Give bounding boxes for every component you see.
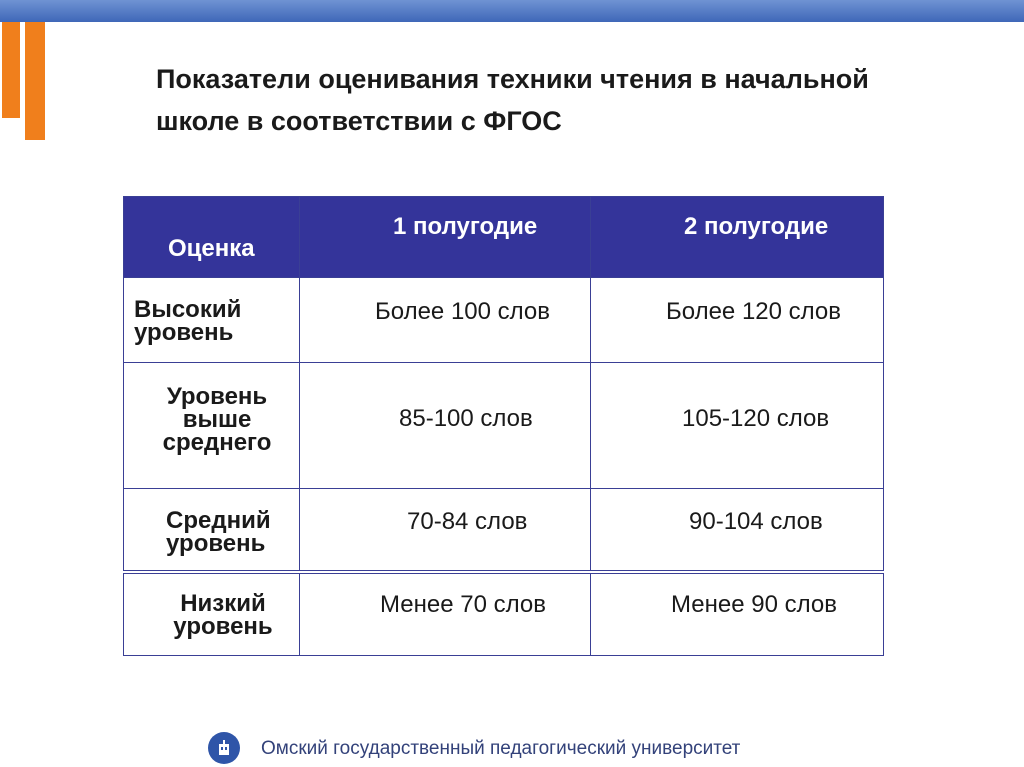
header-grade (124, 197, 300, 278)
value-cell (300, 572, 591, 656)
level-label: Низкий уровень (173, 590, 273, 640)
orange-decor-bar (2, 22, 20, 118)
university-name: Омский государственный педагогический университет (261, 738, 741, 759)
value-text: 105-120 слов (682, 405, 830, 432)
level-cell (124, 363, 300, 489)
table-row (124, 363, 884, 489)
page-title: Показатели оценивания техники чтения в начальной школе в соответствии с ФГОС (156, 64, 869, 136)
value-text: Более 100 слов (375, 298, 551, 325)
value-text: 85-100 слов (399, 405, 533, 432)
table-row (124, 278, 884, 363)
value-text: Менее 70 слов (380, 591, 546, 618)
header-half1 (300, 197, 591, 278)
value-text: Менее 90 слов (671, 591, 837, 618)
value-text: 90-104 слов (689, 508, 823, 535)
value-text: 70-84 слов (407, 508, 528, 535)
value-cell (591, 489, 884, 573)
level-label: Уровень выше среднего (162, 383, 272, 456)
value-cell (591, 572, 884, 656)
level-cell (124, 572, 300, 656)
value-text: Более 120 слов (666, 298, 842, 325)
header-half2 (591, 197, 884, 278)
value-cell (300, 489, 591, 573)
university-logo-icon (208, 732, 240, 764)
level-label: Высокий уровень (134, 296, 242, 346)
reading-standards-table (123, 196, 883, 651)
table-row (124, 572, 884, 656)
header-label: Оценка (168, 235, 255, 262)
value-cell (300, 278, 591, 363)
level-cell (124, 278, 300, 363)
header-label: 1 полугодие (393, 213, 538, 240)
orange-decor-bar (25, 22, 45, 140)
header-label: 2 полугодие (684, 213, 829, 240)
value-cell (300, 363, 591, 489)
value-cell (591, 363, 884, 489)
value-cell (591, 278, 884, 363)
level-cell (124, 489, 300, 573)
top-decor-bar (0, 0, 1024, 22)
level-label: Средний уровень (166, 507, 271, 557)
table-row (124, 489, 884, 573)
